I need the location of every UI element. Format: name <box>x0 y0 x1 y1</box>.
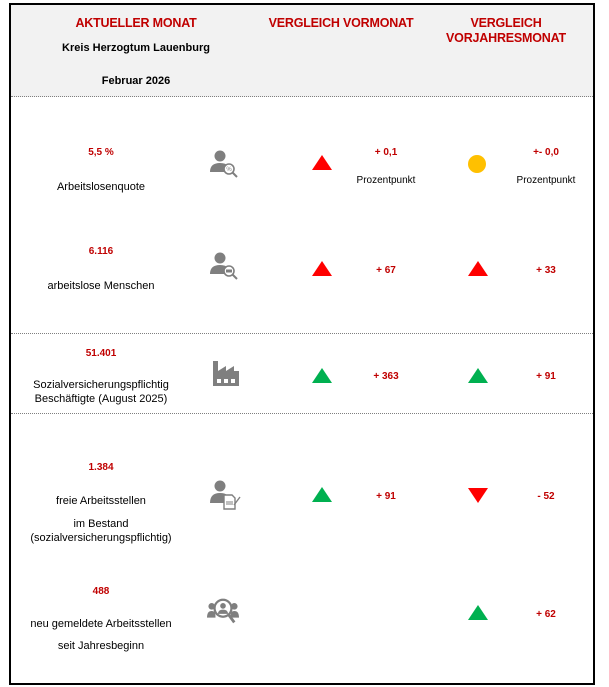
person-document-icon <box>209 479 241 511</box>
factory-icon <box>210 357 242 389</box>
current-value: 6.116 <box>88 246 114 257</box>
change-unit-previous-year: Prozentpunkt <box>516 175 576 186</box>
metric-label-line2: seit Jahresbeginn <box>57 640 145 652</box>
metric-label-line2: Beschäftigte (August 2025) <box>34 393 168 405</box>
metric-label-line3: (sozialversicherungspflichtig) <box>30 532 172 544</box>
svg-text:%: % <box>226 167 232 173</box>
report-month: Februar 2026 <box>101 75 171 87</box>
row-divider <box>11 413 593 414</box>
current-value: 51.401 <box>85 348 117 359</box>
current-value: 5,5 % <box>88 147 114 158</box>
current-value: 1.384 <box>88 462 114 473</box>
person-job-search-icon <box>208 250 240 282</box>
increase-green-icon <box>312 487 332 502</box>
increase-red-icon <box>312 261 332 276</box>
neutral-circle-icon <box>468 155 486 173</box>
metric-label-line1: freie Arbeitsstellen <box>56 495 146 507</box>
metric-label: arbeitslose Menschen <box>47 280 155 292</box>
region-name: Kreis Herzogtum Lauenburg <box>62 42 210 54</box>
change-unit-previous-month: Prozentpunkt <box>356 175 416 186</box>
column-title-previous-year-line1: VERGLEICH <box>470 16 542 30</box>
header <box>11 5 593 97</box>
group-search-icon <box>207 596 239 628</box>
column-title-previous-year-line2: VORJAHRESMONAT <box>446 31 566 45</box>
change-previous-month: + 363 <box>373 371 399 382</box>
current-value: 488 <box>92 586 110 597</box>
change-previous-year: + 62 <box>536 609 556 620</box>
person-percent-search-icon <box>208 148 240 180</box>
metric-label-line2: im Bestand <box>73 518 129 530</box>
increase-red-icon <box>312 155 332 170</box>
change-previous-month: + 67 <box>376 265 396 276</box>
dashboard-frame <box>9 3 595 685</box>
column-title-current-month: AKTUELLER MONAT <box>75 16 197 30</box>
increase-green-icon <box>468 605 488 620</box>
change-previous-month: + 0,1 <box>374 147 398 158</box>
metric-label: Arbeitslosenquote <box>56 181 146 193</box>
increase-red-icon <box>468 261 488 276</box>
change-previous-year: +- 0,0 <box>533 147 559 158</box>
change-previous-month: + 91 <box>376 491 396 502</box>
row-divider <box>11 333 593 334</box>
increase-green-icon <box>468 368 488 383</box>
change-previous-year: + 91 <box>536 371 556 382</box>
change-previous-year: + 33 <box>536 265 556 276</box>
metric-label-line1: neu gemeldete Arbeitsstellen <box>30 618 172 630</box>
metric-label-line1: Sozialversicherungspflichtig <box>33 379 169 391</box>
column-title-previous-month: VERGLEICH VORMONAT <box>268 16 414 30</box>
change-previous-year: - 52 <box>537 491 555 502</box>
decrease-red-icon <box>468 488 488 503</box>
increase-green-icon <box>312 368 332 383</box>
